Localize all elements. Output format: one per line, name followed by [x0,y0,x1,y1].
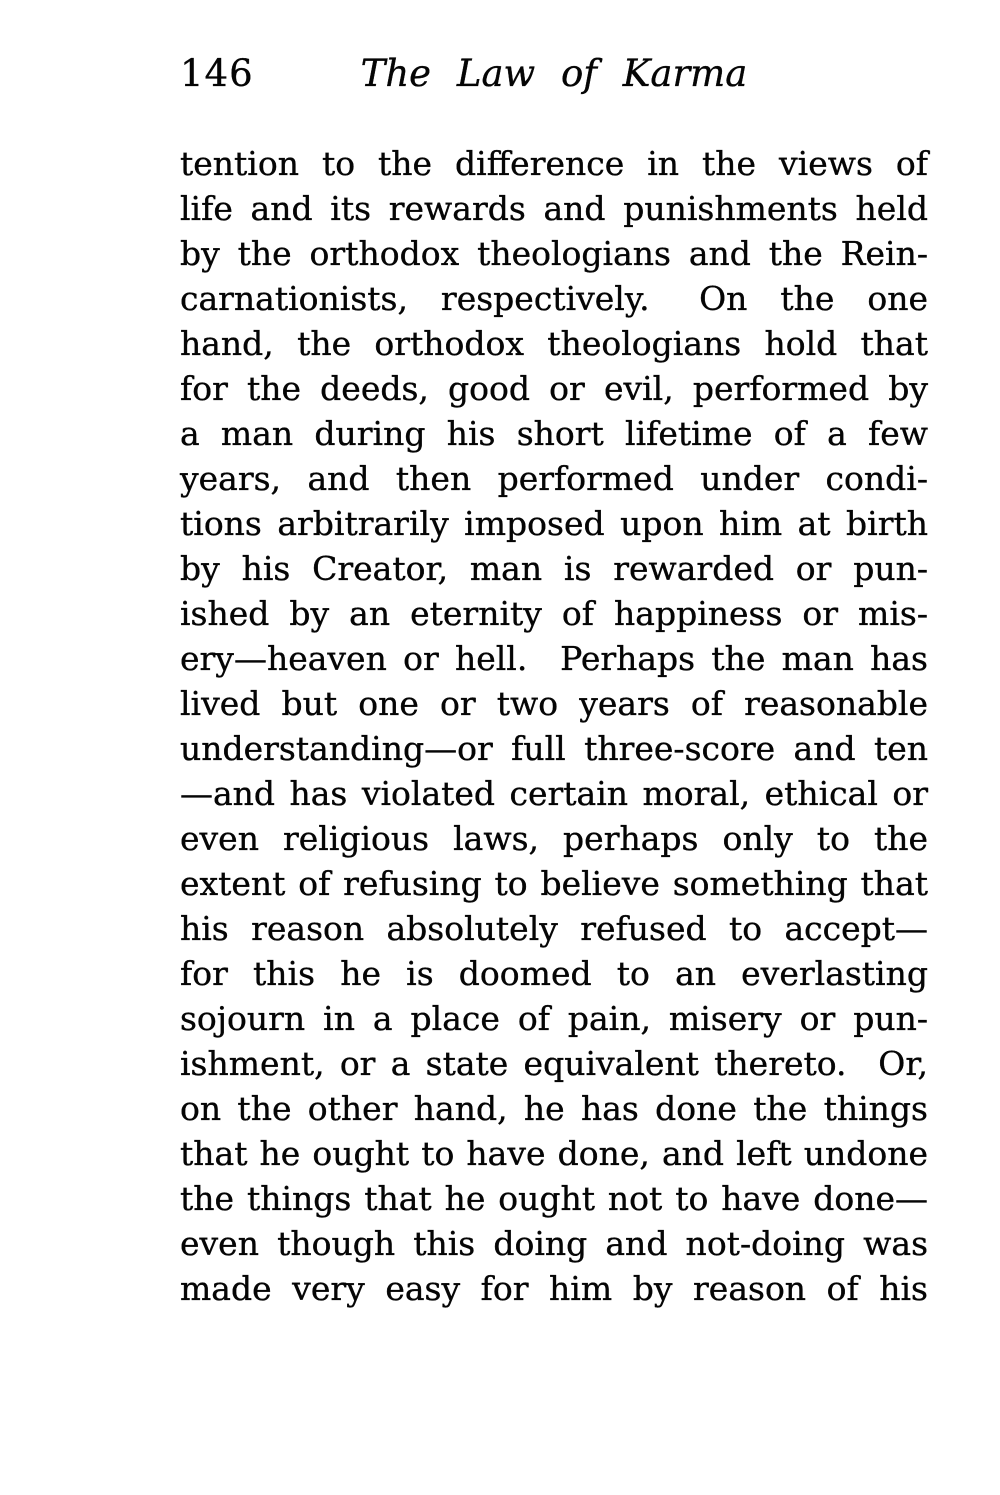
text-line: life and its rewards and punishments held [180,189,928,228]
text-line: the things that he ought not to have done— [180,1179,928,1218]
body-text [180,141,928,1311]
text-line: on the other hand, he has done the things [180,1089,928,1128]
text-line: even though this doing and not-doing was [180,1224,928,1263]
text-line: lived but one or two years of reasonable [180,684,928,723]
text-line: ishment, or a state equivalent thereto. Or, [180,1044,928,1083]
text-line: ery—heaven or hell. Perhaps the man has [180,639,928,678]
text-line: tention to the difference in the views of [180,144,928,183]
text-line: his reason absolutely refused to accept— [180,909,928,948]
text-line: for this he is doomed to an everlasting [180,954,928,993]
text-line: sojourn in a place of pain, misery or pun- [180,999,928,1038]
text-line: by the orthodox theologians and the Rein- [180,234,928,273]
text-line: years, and then performed under condi- [180,459,928,498]
text-line: that he ought to have done, and left undone [180,1134,928,1173]
page-number: 146 [180,52,254,95]
text-line: even religious laws, perhaps only to the [180,819,928,858]
text-line: understanding—or full three-score and ten [180,729,928,768]
text-line: ished by an eternity of happiness or mis- [180,594,928,633]
running-title: The Law of Karma [360,52,748,95]
text-line: hand, the orthodox theologians hold that [180,324,928,363]
text-line: carnationists, respectively. On the one [180,279,928,318]
text-line: a man during his short lifetime of a few [180,414,928,453]
text-line: for the deeds, good or evil, performed by [180,369,928,408]
text-line: made very easy for him by reason of his [180,1269,928,1308]
text-line: by his Creator, man is rewarded or pun- [180,549,928,588]
page-header [180,50,928,100]
text-line: tions arbitrarily imposed upon him at birth [180,504,928,543]
text-line: —and has violated certain moral, ethical or [180,774,928,813]
text-line: extent of refusing to believe something that [180,864,928,903]
